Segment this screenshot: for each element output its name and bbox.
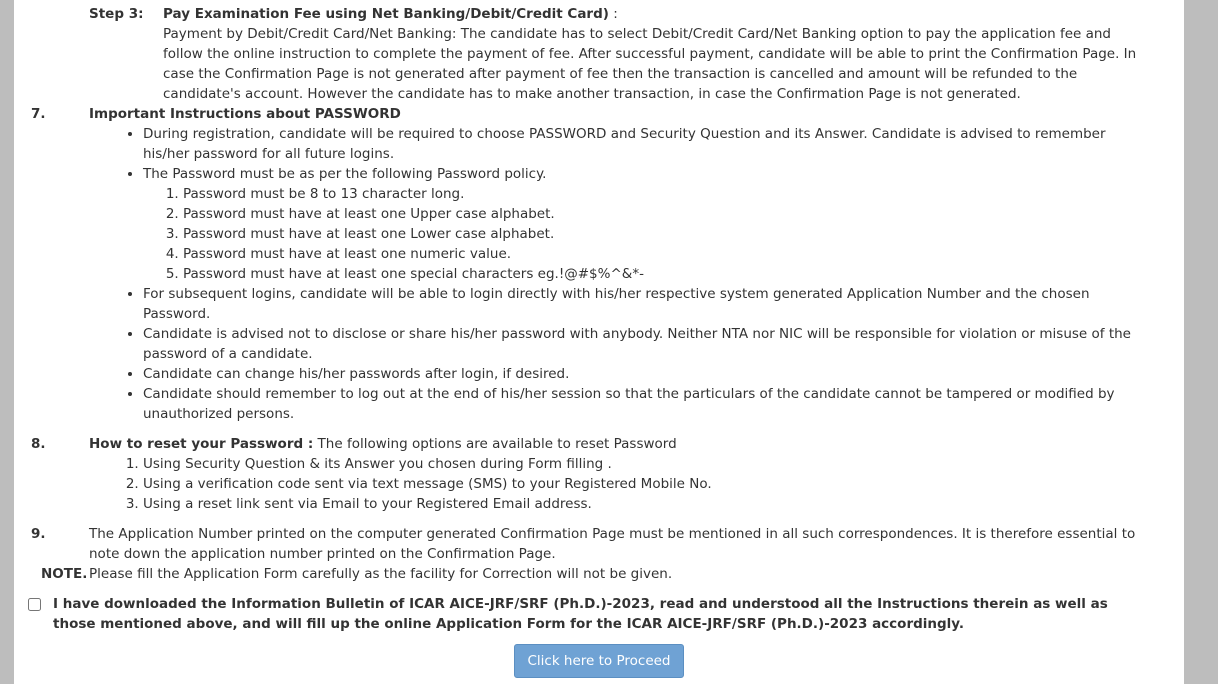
agreement [14, 594, 1184, 634]
list-item: • During registration, candidate will be required to choose PASSWORD and Security Question and its Answer. Candidate is advised to remember his/her password for all future logins. [143, 124, 1184, 164]
note-label: NOTE. [41, 566, 88, 582]
password-policy-list [143, 184, 1150, 284]
password-policy-intro: The Password must be as per the following Password policy. [143, 166, 547, 182]
section-9-number: 9. [31, 526, 46, 542]
agreement-text: I have downloaded the Information Bulletin of ICAR AICE-JRF/SRF (Ph.D.)-2023, read and understood all the Instructions therein as well as those mentioned above, and will fill up the online Application Form for the ICAR AICE-JRF/SRF (Ph.D.)-2023 accordingly. [53, 596, 1108, 632]
section-8-heading [89, 434, 1154, 454]
list-item: 2. Using a verification code sent via text message (SMS) to your Registered Mobile No. [143, 474, 1184, 494]
reset-options-list [14, 454, 1184, 514]
section-9-text: The Application Number printed on the computer generated Confirmation Page must be mentioned in all such correspondences. It is therefore essential to note down the application number printed on the Confirmation Page. [89, 526, 1136, 562]
password-instructions-list [14, 124, 1184, 424]
step-3-text: Payment by Debit/Credit Card/Net Banking: The candidate has to select Debit/Credit Card/Net Banking option to pay the application fee and follow the online instruction to complete the payment of fee. After successful payment, candidate will be able to print the Confirmation Page. In case the Confirmation Page is not generated after payment of fee then the transaction is cancelled and amount will be refunded to the candidate's account. However the candidate has to make another transaction, in case the Confirmation Page is not generated. [163, 26, 1137, 102]
section-7-number: 7. [31, 106, 46, 122]
list-item: 3. Using a reset link sent via Email to your Registered Email address. [143, 494, 1184, 514]
section-8 [14, 434, 1184, 454]
instructions-content [14, 4, 1184, 678]
list-item: • Candidate should remember to log out at the end of his/her session so that the particulars of the candidate cannot be tampered or modified by unauthorized persons. [143, 384, 1184, 424]
list-item: • For subsequent logins, candidate will be able to login directly with his/her respective system generated Application Number and the chosen Password. [143, 284, 1184, 324]
agreement-checkbox[interactable] [28, 598, 41, 611]
section-7 [14, 104, 1184, 124]
section-8-title: How to reset your Password : [89, 436, 314, 452]
step-3-label: Step 3: [89, 6, 144, 22]
step-3-heading [163, 4, 1154, 24]
list-item: 4. Password must have at least one numeric value. [183, 244, 1150, 264]
note-text: Please fill the Application Form carefully as the facility for Correction will not be given. [89, 566, 673, 582]
step-3 [14, 4, 1184, 104]
step-3-body [163, 4, 1184, 104]
list-item: • Candidate is advised not to disclose or share his/her password with anybody. Neither NTA nor NIC will be responsible for violation or misuse of the password of a candidate. [143, 324, 1184, 364]
section-9 [14, 524, 1184, 564]
section-8-body [89, 434, 1184, 454]
section-7-title: Important Instructions about PASSWORD [89, 106, 401, 122]
section-7-body [89, 104, 1184, 124]
step-3-title: Pay Examination Fee using Net Banking/Debit/Credit Card) [163, 6, 609, 22]
section-8-number: 8. [31, 436, 46, 452]
section-8-intro: The following options are available to reset Password [313, 436, 677, 452]
instructions-page [14, 0, 1184, 684]
list-item: 1. Password must be 8 to 13 character long. [183, 184, 1150, 204]
list-item: 3. Password must have at least one Lower case alphabet. [183, 224, 1150, 244]
list-item: 1. Using Security Question & its Answer you chosen during Form filling . [143, 454, 1184, 474]
list-item: • Candidate can change his/her passwords after login, if desired. [143, 364, 1184, 384]
note [14, 564, 1184, 584]
list-item: 2. Password must have at least one Upper case alphabet. [183, 204, 1150, 224]
list-item: 5. Password must have at least one special characters eg.!@#$%^&*- [183, 264, 1150, 284]
proceed-button-wrap [14, 644, 1184, 678]
step-3-title-suffix: : [608, 6, 618, 22]
proceed-button[interactable]: Click here to Proceed [514, 644, 683, 678]
list-item [143, 164, 1184, 284]
